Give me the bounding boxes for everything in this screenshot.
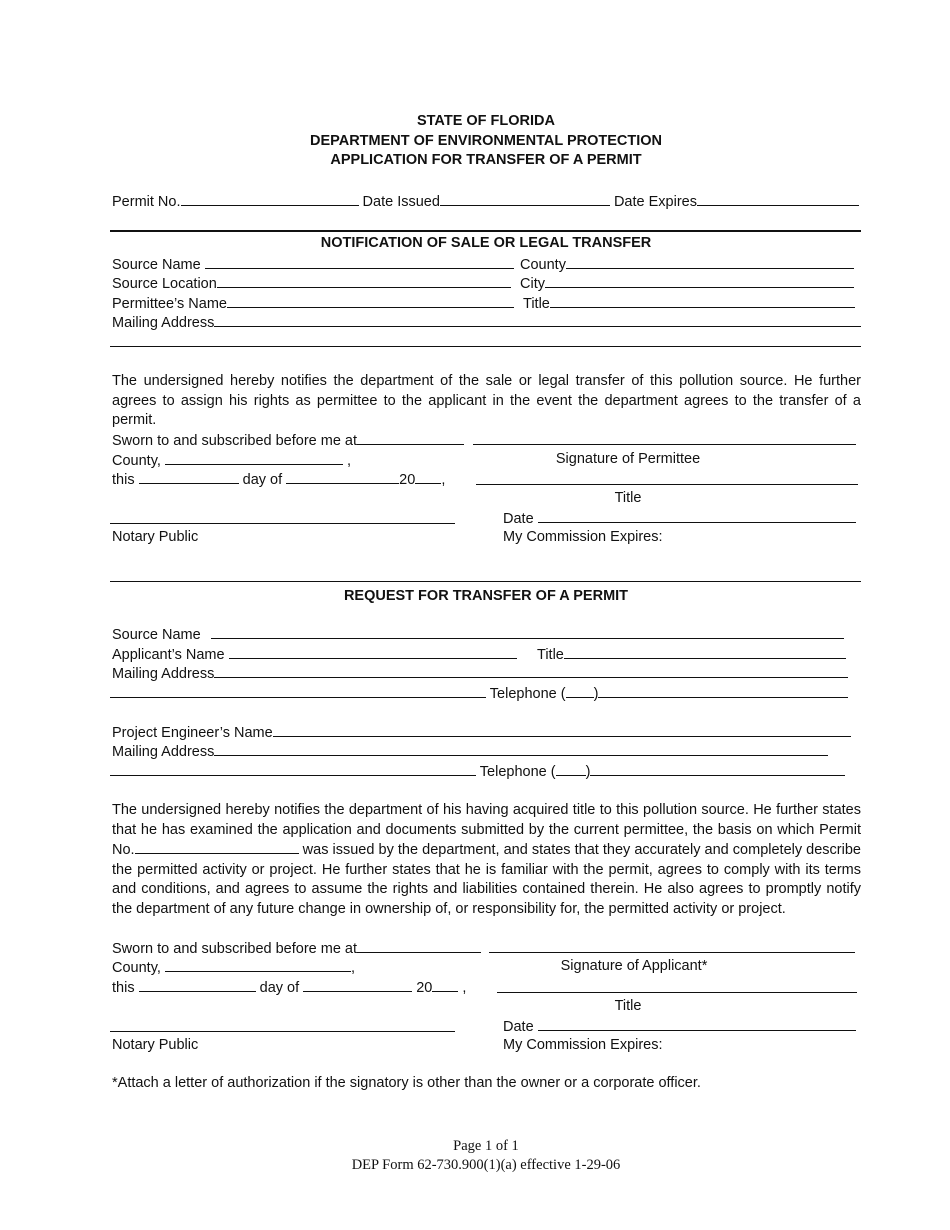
permittee-name-field[interactable] <box>227 294 514 308</box>
request-county-row <box>112 958 355 976</box>
applicant-title-signature-label: Title <box>614 998 642 1014</box>
signature-applicant-line[interactable] <box>489 952 855 953</box>
this-label: this <box>112 472 135 488</box>
request-sworn-location-field[interactable] <box>357 939 481 953</box>
engineer-telephone-row <box>110 762 845 780</box>
request-paragraph-rest: permitted activity or project. He further states that he is familiar with the permit, agrees to comply with its terms and conditions, and agrees to assume the rights and liabilities contained therein. He also agrees to promptly notify the department of any future change in ownership of, or responsibility for, the permitted activity or project. <box>112 861 861 917</box>
source-location-field[interactable] <box>217 274 511 288</box>
sworn-row <box>112 431 464 449</box>
request-year-field[interactable] <box>432 978 458 992</box>
header-department: DEPARTMENT OF ENVIRONMENTAL PROTECTION <box>309 133 663 149</box>
request-source-name-row <box>112 625 844 643</box>
request-day-of-label: day of <box>259 980 300 996</box>
signature-permittee-label: Signature of Permittee <box>555 451 701 467</box>
applicant-title-row <box>537 645 846 663</box>
county-sworn-label: County, <box>112 453 161 469</box>
notary-signature-line[interactable] <box>110 523 455 524</box>
engineer-name-row <box>112 723 851 741</box>
source-location-row <box>112 274 511 292</box>
signature-applicant-label: Signature of Applicant* <box>560 958 708 974</box>
month-field[interactable] <box>286 470 399 484</box>
applicant-address-line-2[interactable] <box>110 684 486 698</box>
engineer-telephone-field[interactable] <box>590 762 845 776</box>
request-year-comma: , <box>458 980 467 996</box>
applicant-telephone-field[interactable] <box>598 684 848 698</box>
header-state: STATE OF FLORIDA <box>416 113 555 129</box>
day-of-label: day of <box>242 472 283 488</box>
engineer-address-field[interactable] <box>214 742 828 756</box>
applicant-address-label: Mailing Address <box>112 666 215 682</box>
sign-date-label: Date <box>503 511 534 527</box>
mailing-address-label: Mailing Address <box>112 315 215 331</box>
applicant-telephone-close: ) <box>593 686 599 702</box>
engineer-address-row <box>112 742 828 760</box>
applicant-name-row <box>112 645 517 663</box>
applicant-telephone-label: Telephone ( <box>489 686 566 702</box>
request-sign-date-row <box>503 1017 856 1035</box>
applicant-name-label: Applicant’s Name <box>112 647 225 663</box>
permit-no-field[interactable] <box>181 192 359 206</box>
request-permit-no-field[interactable] <box>135 840 299 854</box>
request-commission-expires-label: My Commission Expires: <box>503 1037 663 1053</box>
request-sign-date-field[interactable] <box>538 1017 856 1031</box>
signature-permittee-line[interactable] <box>473 444 856 445</box>
section-divider <box>110 581 861 582</box>
applicant-area-code-field[interactable] <box>566 684 594 698</box>
applicant-title-field[interactable] <box>564 645 846 659</box>
engineer-address-line-2[interactable] <box>110 762 476 776</box>
year-prefix: 20 <box>399 472 416 488</box>
request-sign-date-label: Date <box>503 1019 534 1035</box>
request-notary-signature-line[interactable] <box>110 1031 455 1032</box>
request-source-name-label: Source Name <box>112 627 201 643</box>
permittee-name-label: Permittee’s Name <box>112 296 227 312</box>
county-sworn-row <box>112 451 351 469</box>
commission-expires-label: My Commission Expires: <box>503 529 663 545</box>
city-row <box>520 274 854 292</box>
applicant-address-row <box>112 664 848 682</box>
request-paragraph-line3: was issued by the department, and states that they accurately and completely describe the <box>112 842 861 878</box>
county-sworn-field[interactable] <box>165 451 343 465</box>
engineer-area-code-field[interactable] <box>556 762 586 776</box>
request-sworn-label: Sworn to and subscribed before me at <box>112 941 358 957</box>
source-name-field[interactable] <box>205 255 514 269</box>
request-month-field[interactable] <box>303 978 412 992</box>
applicant-name-field[interactable] <box>229 645 517 659</box>
request-paragraph-line1: The undersigned hereby notifies the department of his having acquired title to this pollution source. He further states that he has examined the application and documents submitted by the current permittee, the basis on which Permit <box>112 802 861 838</box>
permittee-title-row <box>523 294 855 312</box>
request-this-label: this <box>112 980 135 996</box>
date-expires-field[interactable] <box>697 192 859 206</box>
sign-date-field[interactable] <box>538 509 856 523</box>
sworn-label: Sworn to and subscribed before me at <box>112 433 358 449</box>
request-sworn-row <box>112 939 481 957</box>
source-name-row <box>112 255 514 273</box>
permittee-title-signature-line[interactable] <box>476 484 858 485</box>
permittee-title-field[interactable] <box>550 294 855 308</box>
sign-date-row <box>503 509 856 527</box>
date-issued-field[interactable] <box>440 192 610 206</box>
engineer-address-label: Mailing Address <box>112 744 215 760</box>
form-number: DEP Form 62-730.900(1)(a) effective 1-29-06 <box>351 1157 621 1173</box>
request-source-name-field[interactable] <box>211 625 844 639</box>
mailing-address-row <box>112 313 861 331</box>
request-heading: REQUEST FOR TRANSFER OF A PERMIT <box>343 588 629 604</box>
day-field[interactable] <box>139 470 239 484</box>
engineer-name-label: Project Engineer’s Name <box>112 725 273 741</box>
request-day-field[interactable] <box>139 978 256 992</box>
request-paragraph <box>112 801 861 919</box>
county-field[interactable] <box>566 255 854 269</box>
permittee-title-label: Title <box>523 296 550 312</box>
authorization-footnote: *Attach a letter of authorization if the signatory is other than the owner or a corporate officer. <box>112 1075 701 1091</box>
page-number: Page 1 of 1 <box>453 1138 519 1154</box>
permittee-name-row <box>112 294 514 312</box>
date-expires-label: Date Expires <box>613 194 697 210</box>
section-divider-thick <box>110 230 861 232</box>
request-county-comma: , <box>350 960 355 976</box>
engineer-telephone-close: ) <box>585 764 591 780</box>
request-county-field[interactable] <box>165 958 351 972</box>
sworn-location-field[interactable] <box>357 431 464 445</box>
request-paragraph-no: No. <box>112 842 135 858</box>
engineer-telephone-label: Telephone ( <box>479 764 556 780</box>
permittee-title-signature-label: Title <box>614 490 642 506</box>
year-comma: , <box>441 472 446 488</box>
request-notary-public-label: Notary Public <box>112 1037 199 1053</box>
permit-no-label: Permit No. <box>112 194 181 210</box>
request-year-prefix: 20 <box>416 980 433 996</box>
year-field[interactable] <box>415 470 441 484</box>
notification-heading: NOTIFICATION OF SALE OR LEGAL TRANSFER <box>320 235 652 251</box>
this-day-row <box>112 470 445 488</box>
mailing-address-field[interactable] <box>214 313 861 327</box>
county-row <box>520 255 854 273</box>
request-county-label: County, <box>112 960 161 976</box>
source-location-label: Source Location <box>112 276 217 292</box>
applicant-address-field[interactable] <box>214 664 848 678</box>
permit-row <box>112 192 859 210</box>
applicant-title-label: Title <box>537 647 564 663</box>
mailing-address-line-2[interactable] <box>110 346 861 347</box>
request-this-day-row <box>112 978 466 996</box>
notification-paragraph: The undersigned hereby notifies the department of the sale or legal transfer of this pollution source. He further agrees to assign his rights as permittee to the applicant in the event the department agrees to the transfer of a permit. <box>112 373 861 428</box>
county-sworn-comma: , <box>346 453 351 469</box>
city-label: City <box>520 276 545 292</box>
notary-public-label: Notary Public <box>112 529 199 545</box>
city-field[interactable] <box>545 274 854 288</box>
applicant-title-signature-line[interactable] <box>497 992 857 993</box>
header-application-title: APPLICATION FOR TRANSFER OF A PERMIT <box>330 152 642 168</box>
engineer-name-field[interactable] <box>273 723 851 737</box>
county-label: County <box>520 257 566 273</box>
applicant-telephone-row <box>110 684 848 702</box>
date-issued-label: Date Issued <box>362 194 440 210</box>
source-name-label: Source Name <box>112 257 201 273</box>
